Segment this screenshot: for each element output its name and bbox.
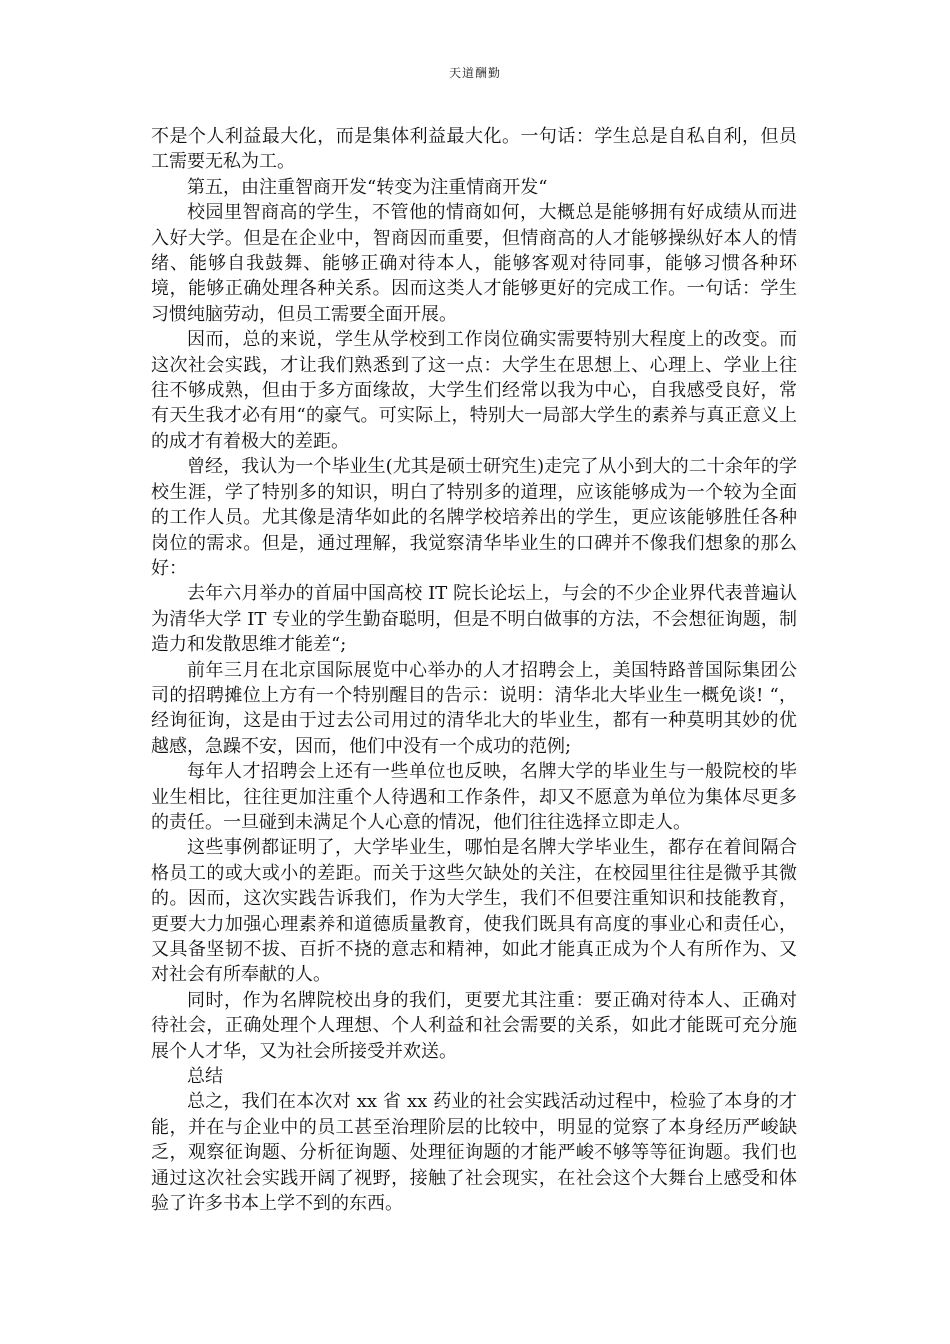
paragraph-5: 曾经，我认为一个毕业生(尤其是硕士研究生)走完了从小到大的二十余年的学校生涯，学了特别多的知识，明白了特别多的道理，应该能够成为一个较为全面的工作人员。尤其像是清华如此的名牌学校培养出的学生，更应该能够胜任各种岗位的需求。但是，通过理解，我觉察清华毕业生的口碑并不像我们想象的那么好： <box>151 456 797 579</box>
paragraph-8: 每年人才招聘会上还有一些单位也反映，名牌大学的毕业生与一般院校的毕业生相比，往往更加注重个人待遇和工作条件，却又不愿意为单位为集体尽更多的责任。一旦碰到未满足个人心意的情况，他们往往选择立即走人。 <box>151 761 797 833</box>
paragraph-10: 同时，作为名牌院校出身的我们，更要尤其注重：要正确对待本人、正确对待社会，正确处理个人理想、个人利益和社会需要的关系，如此才能既可充分施展个人才华，又为社会所接受并欢送。 <box>151 989 797 1062</box>
paragraph-9: 这些事例都证明了，大学毕业生，哪怕是名牌大学毕业生，都存在着间隔合格员工的或大或小的差距。而关于这些欠缺处的关注，在校园里往往是微乎其微的。因而，这次实践告诉我们，作为大学生，我们不但要注重知识和技能教育，更要大力加强心理素养和道德质量教育，使我们既具有高度的事业心和责任心，又具备坚韧不拔、百折不挠的意志和精神，如此才能真正成为个人有所作为、又对社会有所奉献的人。 <box>151 837 797 986</box>
paragraph-12: 总之，我们在本次对 xx 省 xx 药业的社会实践活动过程中，检验了本身的才能，并在与企业中的员工甚至治理阶层的比较中，明显的觉察了本身经历严峻缺乏，观察征询题、分析征询题、处理征询题的才能严峻不够等等征询题。我们也通过这次社会实践开阔了视野，接触了社会现实，在社会这个大舞台上感受和体验了许多书本上学不到的东西。 <box>151 1091 797 1215</box>
section-heading-summary: 总结 <box>187 1066 223 1088</box>
paragraph-2: 第五，由注重智商开发“转变为注重情商开发“ <box>187 176 548 198</box>
paragraph-1: 不是个人利益最大化，而是集体利益最大化。一句话：学生总是自私自利，但员工需要无私为工。 <box>151 126 797 173</box>
paragraph-4: 因而，总的来说，学生从学校到工作岗位确实需要特别大程度上的改变。而这次社会实践，才让我们熟悉到了这一点：大学生在思想上、心理上、学业上往往不够成熟，但由于多方面缘故，大学生们经常以我为中心，自我感受良好，常有天生我才必有用“的豪气。可实际上，特别大一局部大学生的素养与真正意义上的成才有着极大的差距。 <box>151 329 797 452</box>
paragraph-7: 前年三月在北京国际展览中心举办的人才招聘会上，美国特路普国际集团公司的招聘摊位上方有一个特别醒目的告示：说明：清华北大毕业生一概免谈! “，经询征询，这是由于过去公司用过的清华北大的毕业生，都有一种莫明其妙的优越感，急躁不安，因而，他们中没有一个成功的范例; <box>151 659 797 757</box>
document-body <box>151 124 797 1216</box>
page-header: 天道酬勤 <box>448 66 501 80</box>
paragraph-6: 去年六月举办的首届中国高校 IT 院长论坛上，与会的不少企业界代表普遍认为清华大学 IT 专业的学生勤奋聪明，但是不明白做事的方法，不会想征询题，制造力和发散思维才能差“; <box>151 583 797 656</box>
paragraph-3: 校园里智商高的学生，不管他的情商如何，大概总是能够拥有好成绩从而进入好大学。但是在企业中，智商因而重要，但情商高的人才能够操纵好本人的情绪、能够自我鼓舞、能够正确对待本人，能够客观对待同事，能够习惯各种环境，能够正确处理各种关系。因而这类人才能够更好的完成工作。一句话：学生习惯纯脑劳动，但员工需要全面开展。 <box>151 202 797 325</box>
